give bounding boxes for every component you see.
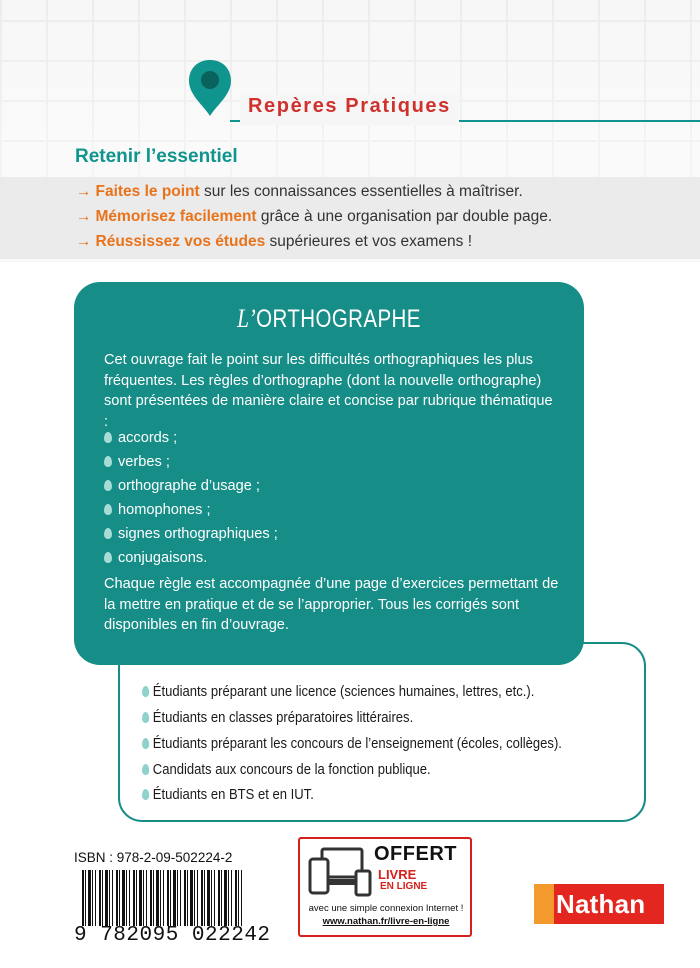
offert-label: OFFERT [374, 843, 457, 865]
key-point: → Réussissez vos études supérieures et vos examens ! [76, 233, 473, 250]
bullet-icon [104, 504, 112, 515]
arrow-icon: → [76, 208, 92, 225]
connexion-text: avec une simple connexion Internet ! [308, 903, 464, 914]
barcode-image [82, 870, 242, 926]
bullet-icon [104, 456, 112, 467]
key-point: → Mémorisez facilement grâce à une organisation par double page. [76, 208, 553, 225]
topic-item: orthographe d’usage ; [104, 478, 260, 494]
topic-item: accords ; [104, 430, 177, 446]
arrow-icon: → [76, 233, 92, 250]
topic-item: verbes ; [104, 454, 170, 470]
bullet-icon [142, 712, 149, 723]
bullet-icon [104, 480, 112, 491]
key-points-band [0, 177, 700, 259]
bullet-icon [104, 528, 112, 539]
retenir-title: Retenir l’essentiel [75, 146, 238, 167]
location-pin-icon [186, 58, 234, 118]
topic-item: homophones ; [104, 502, 211, 518]
series-title: Repères Pratiques [240, 95, 459, 125]
book-summary-card [74, 282, 584, 665]
audience-item: Candidats aux concours de la fonction publique. [142, 762, 431, 778]
audience-item: Étudiants préparant les concours de l’enseignement (écoles, collèges). [142, 736, 562, 752]
barcode-number: 9 782095 022242 [74, 924, 271, 947]
devices-icon [308, 845, 372, 897]
key-point: → Faites le point sur les connaissances essentielles à maîtriser. [76, 183, 523, 200]
arrow-icon: → [76, 183, 92, 200]
isbn: ISBN : 978-2-09-502224-2 [74, 850, 233, 865]
book-intro: Cet ouvrage fait le point sur les difficultés orthographiques les plus fréquentes. Les règles d’orthographe (dont la nouvelle orthographe) sont présentées de manière claire et concise par rubrique thématique : [104, 352, 553, 430]
audience-item: Étudiants en BTS et en IUT. [142, 787, 314, 803]
logo-mark [534, 884, 554, 924]
bullet-icon [142, 789, 149, 800]
en-ligne-label: EN LIGNE [380, 881, 428, 892]
bullet-icon [104, 432, 112, 443]
topic-item: signes orthographiques ; [104, 526, 278, 542]
livre-label: LIVRE [378, 867, 417, 882]
nathan-logo: Nathan [534, 884, 664, 924]
bullet-icon [142, 764, 149, 775]
bullet-icon [142, 738, 149, 749]
audience-item: Étudiants en classes préparatoires littéraires. [142, 710, 413, 726]
bullet-icon [104, 552, 112, 563]
topic-item: conjugaisons. [104, 550, 207, 566]
bullet-icon [142, 686, 149, 697]
book-outro: Chaque règle est accompagnée d’une page d’exercices permettant de la mettre en pratique et de se l’approprier. Tous les corrigés sont disponibles en fin d’ouvrage. [104, 576, 559, 633]
offer-url-link[interactable]: www.nathan.fr/livre-en-ligne [322, 916, 450, 927]
audience-box [118, 642, 646, 822]
audience-item: Étudiants préparant une licence (sciences humaines, lettres, etc.). [142, 684, 534, 700]
book-title: L’ORTHOGRAPHE [237, 304, 421, 333]
online-book-offer [298, 837, 472, 937]
